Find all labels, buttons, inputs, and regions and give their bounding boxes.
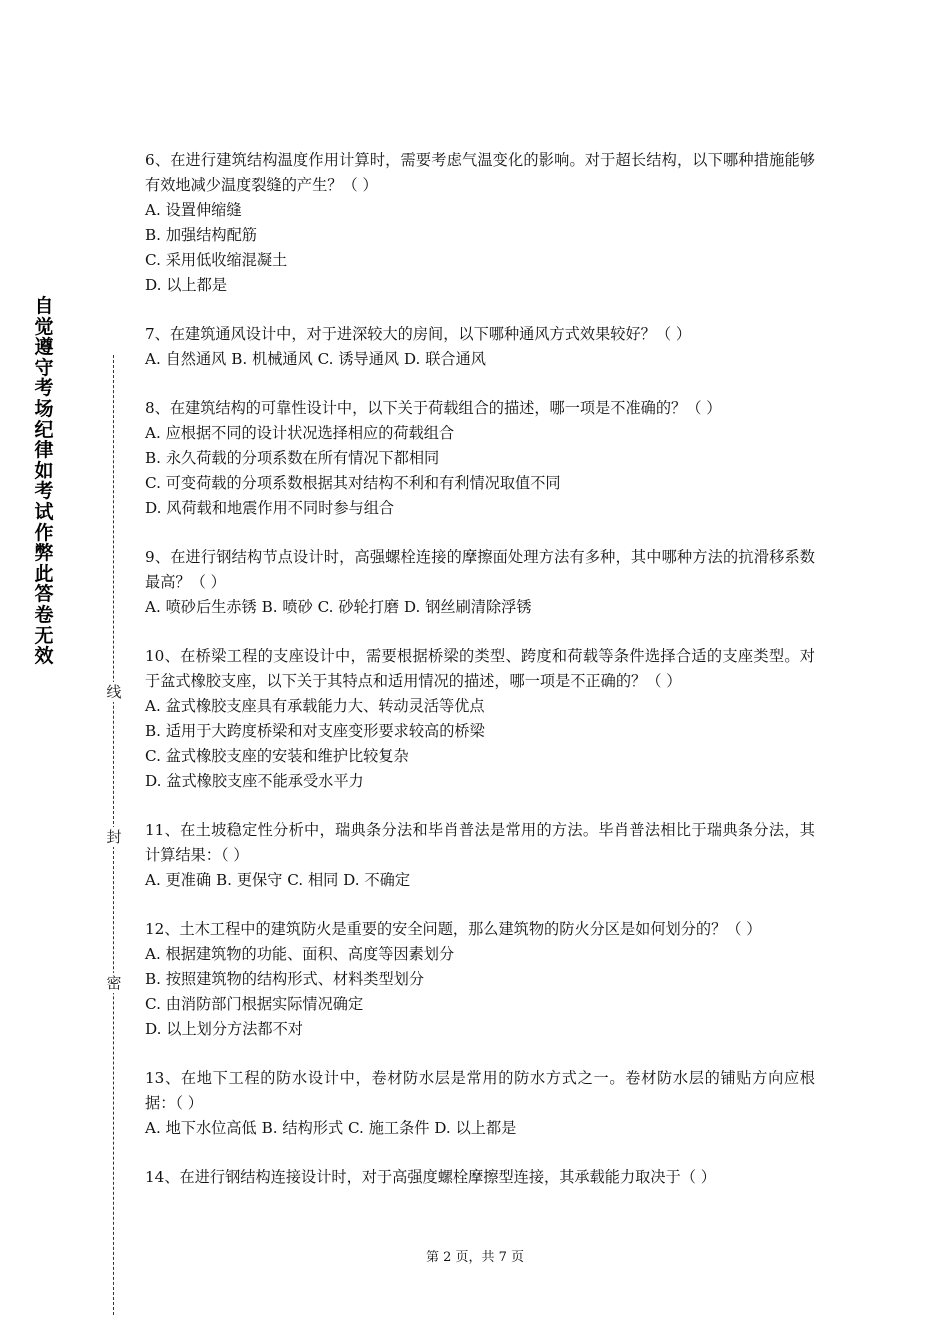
- option-c: C. 采用低收缩混凝土: [145, 251, 288, 269]
- option-c: C. 盆式橡胶支座的安装和维护比较复杂: [145, 747, 409, 765]
- question-7: [145, 322, 815, 372]
- question-stem: 13、在地下工程的防水设计中，卷材防水层是常用的防水方式之一。卷材防水层的铺贴方向应根据：（ ）: [145, 1069, 815, 1112]
- question-6: [145, 148, 815, 298]
- question-stem: 9、在进行钢结构节点设计时，高强螺栓连接的摩擦面处理方法有多种，其中哪种方法的抗滑移系数最高？（ ）: [145, 548, 815, 591]
- seal-mark-line: 线: [104, 682, 124, 702]
- seal-mark-seal: 封: [104, 827, 124, 847]
- options-inline: A. 自然通风 B. 机械通风 C. 诱导通风 D. 联合通风: [145, 350, 486, 368]
- option-d: D. 以上划分方法都不对: [145, 1020, 303, 1038]
- options-inline: A. 地下水位高低 B. 结构形式 C. 施工条件 D. 以上都是: [145, 1119, 517, 1137]
- option-d: D. 以上都是: [145, 276, 228, 294]
- option-a: A. 盆式橡胶支座具有承载能力大、转动灵活等优点: [145, 697, 485, 715]
- question-stem: 10、在桥梁工程的支座设计中，需要根据桥梁的类型、跨度和荷载等条件选择合适的支座类型。对于盆式橡胶支座，以下关于其特点和适用情况的描述，哪一项是不正确的？（ ）: [145, 647, 815, 690]
- option-d: D. 盆式橡胶支座不能承受水平力: [145, 772, 364, 790]
- question-12: [145, 917, 815, 1042]
- question-stem: 14、在进行钢结构连接设计时，对于高强度螺栓摩擦型连接，其承载能力取决于（ ）: [145, 1168, 716, 1186]
- exam-discipline-banner: 自觉遵守考场纪律如考试作弊此答卷无效: [34, 295, 54, 668]
- option-c: C. 可变荷载的分项系数根据其对结构不利和有利情况取值不同: [145, 474, 561, 492]
- page-number-footer: 第 2 页，共 7 页: [425, 1250, 525, 1265]
- question-stem: 7、在建筑通风设计中，对于进深较大的房间，以下哪种通风方式效果较好？（ ）: [145, 325, 692, 343]
- option-b: B. 按照建筑物的结构形式、材料类型划分: [145, 970, 425, 988]
- question-11: [145, 818, 815, 893]
- options-inline: A. 更准确 B. 更保守 C. 相同 D. 不确定: [145, 871, 411, 889]
- question-stem: 11、在土坡稳定性分析中，瑞典条分法和毕肖普法是常用的方法。毕肖普法相比于瑞典条分法，其计算结果：（ ）: [145, 821, 815, 864]
- option-c: C. 由消防部门根据实际情况确定: [145, 995, 364, 1013]
- seal-mark-secret: 密: [104, 973, 124, 993]
- option-a: A. 设置伸缩缝: [145, 201, 242, 219]
- question-9: [145, 545, 815, 620]
- question-stem: 12、土木工程中的建筑防火是重要的安全问题，那么建筑物的防火分区是如何划分的？（ ）: [145, 920, 762, 938]
- question-14: [145, 1165, 815, 1190]
- option-b: B. 永久荷载的分项系数在所有情况下都相同: [145, 449, 440, 467]
- question-list: [145, 148, 815, 1214]
- question-8: [145, 396, 815, 521]
- option-b: B. 适用于大跨度桥梁和对支座变形要求较高的桥梁: [145, 722, 485, 740]
- question-stem: 6、在进行建筑结构温度作用计算时，需要考虑气温变化的影响。对于超长结构，以下哪种措施能够有效地减少温度裂缝的产生？（ ）: [145, 151, 815, 194]
- question-13: [145, 1066, 815, 1141]
- options-inline: A. 喷砂后生赤锈 B. 喷砂 C. 砂轮打磨 D. 钢丝刷清除浮锈: [145, 598, 532, 616]
- option-a: A. 根据建筑物的功能、面积、高度等因素划分: [145, 945, 455, 963]
- question-stem: 8、在建筑结构的可靠性设计中，以下关于荷载组合的描述，哪一项是不准确的？（ ）: [145, 399, 722, 417]
- option-b: B. 加强结构配筋: [145, 226, 257, 244]
- question-10: [145, 644, 815, 794]
- option-d: D. 风荷载和地震作用不同时参与组合: [145, 499, 395, 517]
- option-a: A. 应根据不同的设计状况选择相应的荷载组合: [145, 424, 455, 442]
